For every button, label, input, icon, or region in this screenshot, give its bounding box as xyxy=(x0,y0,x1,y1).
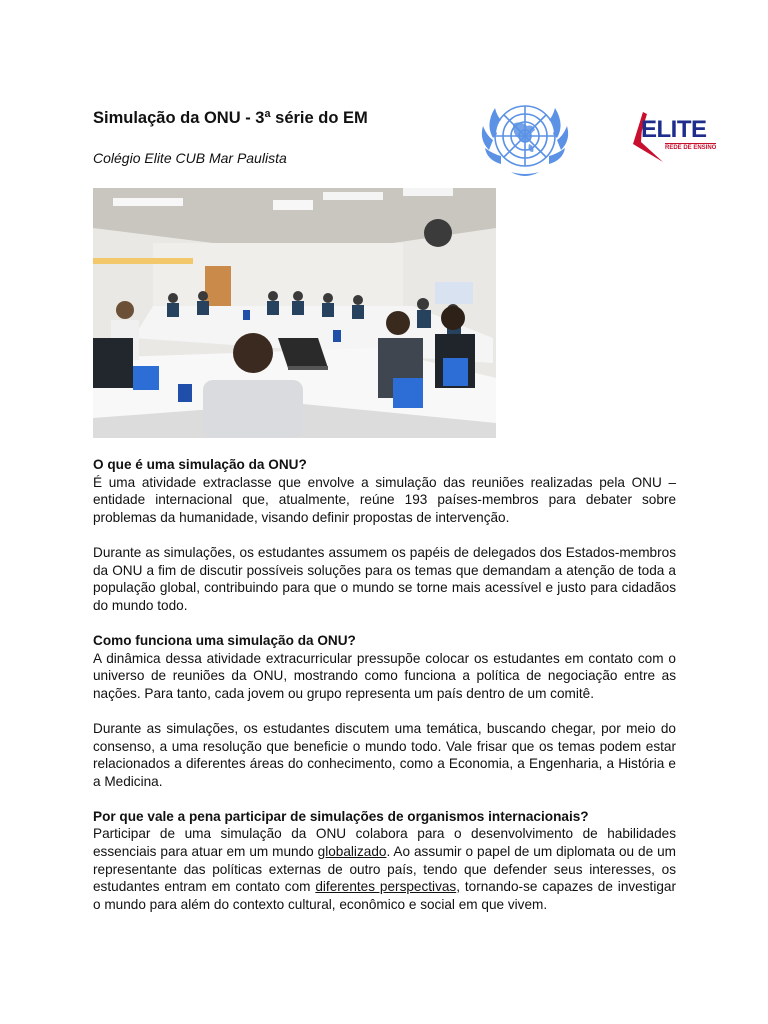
elite-logo-subtext: REDE DE ENSINO xyxy=(665,145,717,151)
section-heading: O que é uma simulação da ONU? xyxy=(93,457,307,472)
classroom-photo-icon xyxy=(93,188,496,438)
elite-logo-text: ELITE xyxy=(641,116,707,143)
page-subtitle: Colégio Elite CUB Mar Paulista xyxy=(93,150,287,166)
section-heading: Como funciona uma simulação da ONU? xyxy=(93,632,356,648)
paragraph: Durante as simulações, os estudantes discutem uma temática, buscando chegar, por meio do consenso, a uma resolução que beneficie o mundo todo. Vale frisar que os temas podem estar relacionados a diferentes áreas do conhecimento, como a Economia, a Engenharia, a História e a Medicina. xyxy=(93,720,676,789)
section-heading: Por que vale a pena participar de simulações de organismos internacionais? xyxy=(93,808,589,824)
link-diferentes-perspectivas[interactable]: diferentes perspectivas xyxy=(315,879,457,895)
paragraph xyxy=(93,825,676,913)
un-emblem-icon xyxy=(473,94,577,182)
article-body xyxy=(93,456,676,931)
paragraph: Durante as simulações, os estudantes assumem os papéis de delegados dos Estados-membros da ONU a fim de discutir possíveis soluções para os temas que demandam a atenção de toda a população global, contribuindo para que o mundo se torne mais acessível e justo para cidadãos do mundo todo. xyxy=(93,544,676,613)
paragraph-text: Participar de uma simulação da ONU colabora para o desenvolvimento de habilidades essenciais para atuar em um mundo xyxy=(93,826,676,860)
page-title: Simulação da ONU - 3ª série do EM xyxy=(93,109,368,127)
paragraph: A dinâmica dessa atividade extracurricular pressupõe colocar os estudantes em contato com o universo de reuniões da ONU, mostrando como funciona a política de negociação entre as nações. Para tanto, cada jovem ou grupo representa um país dentro de um comitê. xyxy=(93,650,676,701)
link-globalizado[interactable]: globalizado xyxy=(317,844,387,860)
paragraph-text: , tornando-se capazes de investigar o mundo para além do contexto cultural, econômico e social em que vivem. xyxy=(93,879,676,912)
paragraph: É uma atividade extraclasse que envolve a simulação das reuniões realizadas pela ONU – entidade internacional que, atualmente, reúne 193 países-membros para debater sobre problemas da humanidade, visando definir propostas de intervenção. xyxy=(93,474,676,525)
paragraph-text: . Ao assumir o papel de um diplomata ou de um representante das políticas externas de outro país, tendo que defender seus interesses, os estudantes entram em contato com xyxy=(93,844,676,895)
